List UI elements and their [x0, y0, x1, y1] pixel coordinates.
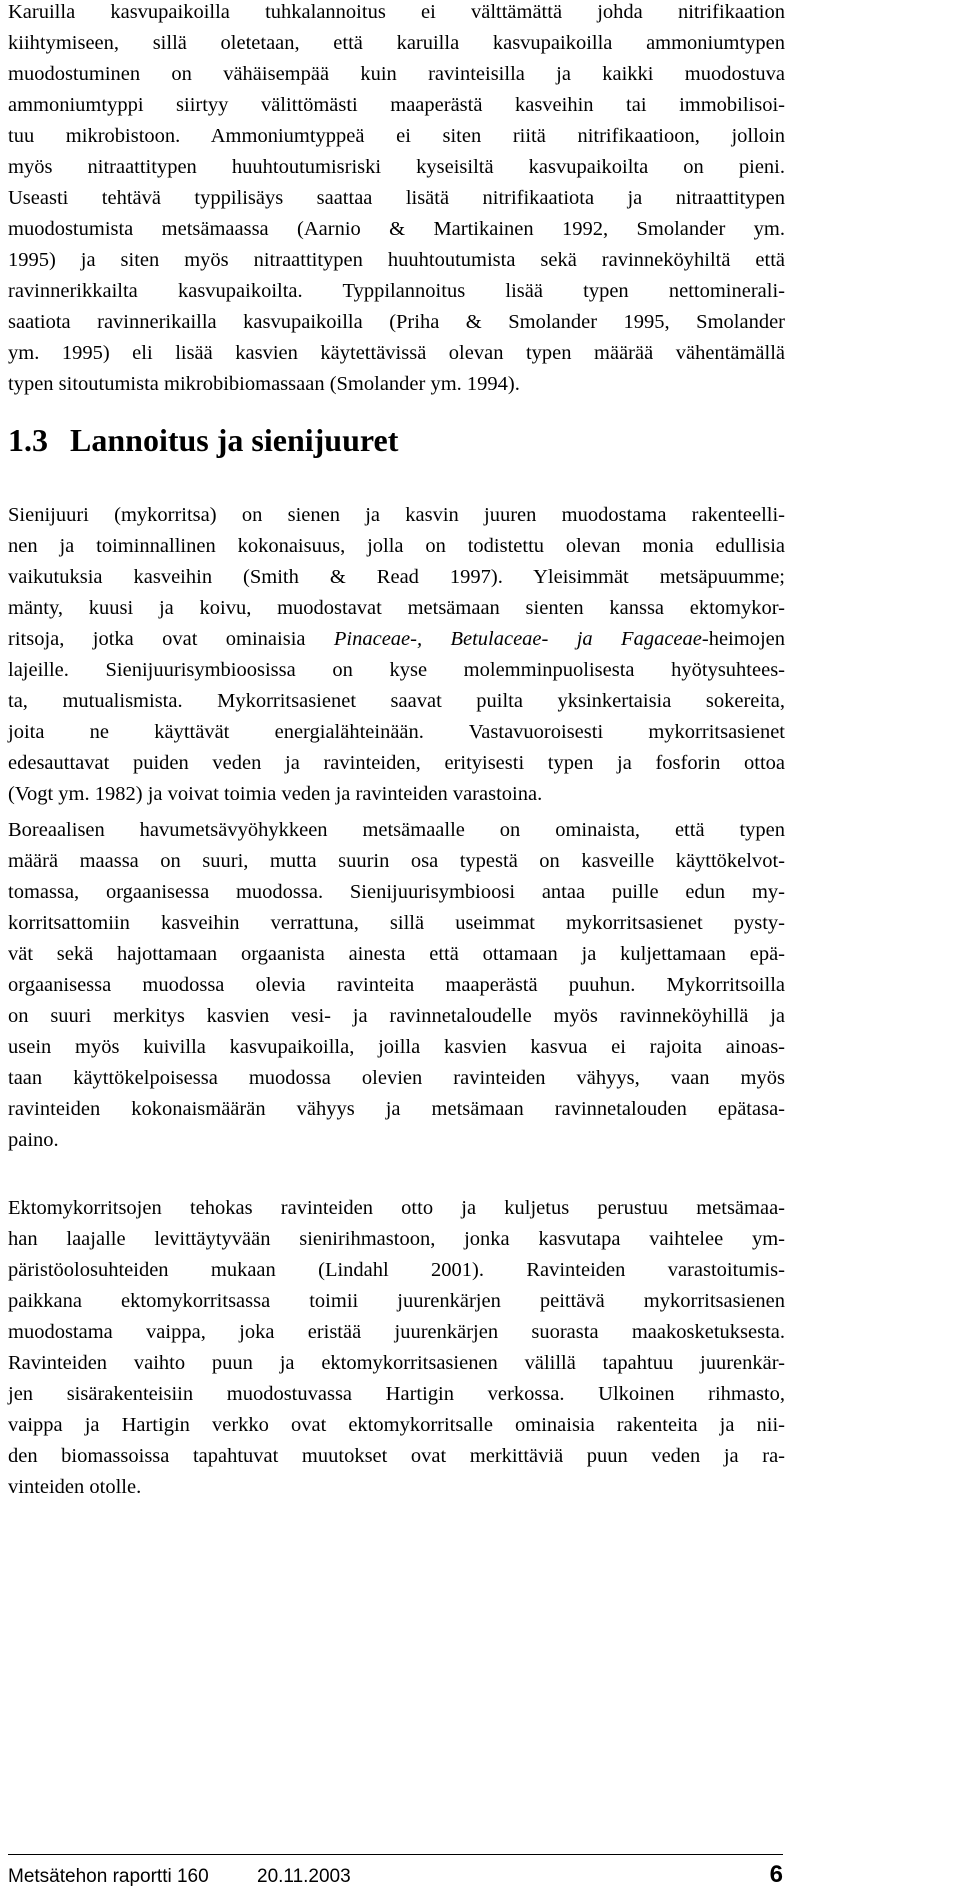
text-line: Karuilla kasvupaikoilla tuhkalannoitus ei välttämättä johda nitrifikaation	[8, 1, 785, 23]
text-line-with-taxa	[8, 624, 785, 655]
text-line: jen sisärakenteisiin muodostuvassa Hartigin verkossa. Ulkoinen rihmasto,	[8, 1383, 785, 1405]
text-line: muodostumista metsämaassa (Aarnio & Martikainen 1992, Smolander ym.	[8, 218, 785, 240]
text-line: on suuri merkitys kasvien vesi- ja ravinnetaloudelle myös ravinneköyhillä ja	[8, 1005, 785, 1027]
page-footer	[8, 1862, 783, 1892]
text-segment: ritsoja, jotka ovat ominaisia	[8, 628, 334, 650]
text-line: paino.	[8, 1129, 59, 1151]
paragraph-3	[8, 815, 785, 1156]
paragraph-4	[8, 1193, 785, 1503]
text-line: Boreaalisen havumetsävyöhykkeen metsämaalle on ominaista, että typen	[8, 819, 785, 841]
text-line: määrä maassa on suuri, mutta suurin osa typestä on kasveille käyttökelvot-	[8, 850, 785, 872]
text-line: tuu mikrobistoon. Ammoniumtyppeä ei siten riitä nitrifikaatioon, jolloin	[8, 125, 785, 147]
text-line: mänty, kuusi ja koivu, muodostavat metsämaan sienten kanssa ektomykor-	[8, 597, 785, 619]
text-line: joita ne käyttävät energialähteinään. Vastavuoroisesti mykorritsasienet	[8, 721, 785, 743]
page-number: 6	[769, 1861, 783, 1888]
text-line: päristöolosuhteiden mukaan (Lindahl 2001). Ravinteiden varastoitumis-	[8, 1259, 785, 1281]
footer-publication: Metsätehon raportti 160	[8, 1866, 209, 1887]
text-line: Useasti tehtävä typpilisäys saattaa lisätä nitrifikaatiota ja nitraattitypen	[8, 187, 785, 209]
text-line: Ektomykorritsojen tehokas ravinteiden otto ja kuljetus perustuu metsämaa-	[8, 1197, 785, 1219]
taxa-italic: Pinaceae-, Betulaceae- ja Fagaceae	[333, 628, 702, 650]
section-heading	[8, 420, 398, 460]
text-line: myös nitraattitypen huuhtoutumisriski kyseisiltä kasvupaikoilta on pieni.	[8, 156, 785, 178]
section-number: 1.3	[8, 422, 48, 458]
text-line: ammoniumtyppi siirtyy välittömästi maaperästä kasveihin tai immobilisoi-	[8, 94, 785, 116]
text-line: muodostuminen on vähäisempää kuin ravinteisilla ja kaikki muodostuva	[8, 63, 785, 85]
text-line: edesauttavat puiden veden ja ravinteiden, erityisesti typen ja fosforin ottoa	[8, 752, 785, 774]
text-line: ta, mutualismista. Mykorritsasienet saavat puilta yksinkertaisia sokereita,	[8, 690, 785, 712]
text-segment: -heimojen	[701, 628, 785, 650]
text-line: taan käyttökelpoisessa muodossa olevien ravinteiden vähyys, vaan myös	[8, 1067, 785, 1089]
footer-date: 20.11.2003	[257, 1866, 351, 1887]
text-line: muodostama vaippa, joka eristää juurenkärjen suorasta maakosketuksesta.	[8, 1321, 785, 1343]
text-line: paikkana ektomykorritsassa toimii juurenkärjen peittävä mykorritsasienen	[8, 1290, 785, 1312]
footer-divider	[8, 1854, 783, 1855]
text-line: vinteiden otolle.	[8, 1476, 142, 1498]
text-line: kiihtymiseen, sillä oletetaan, että karuilla kasvupaikoilla ammoniumtypen	[8, 32, 785, 54]
text-line: orgaanisessa muodossa olevia ravinteita maaperästä puuhun. Mykorritsoilla	[8, 974, 785, 996]
text-line: korritsattomiin kasveihin verrattuna, sillä useimmat mykorritsasienet pysty-	[8, 912, 785, 934]
text-line: nen ja toiminnallinen kokonaisuus, jolla on todistettu olevan monia edullisia	[8, 535, 785, 557]
text-line: 1995) ja siten myös nitraattitypen huuhtoutumista sekä ravinneköyhiltä että	[8, 249, 785, 271]
text-line: Sienijuuri (mykorritsa) on sienen ja kasvin juuren muodostama rakenteelli-	[8, 504, 785, 526]
text-line: usein myös kuivilla kasvupaikoilla, joilla kasvien kasvua ei rajoita ainoas-	[8, 1036, 785, 1058]
text-line: vaippa ja Hartigin verkko ovat ektomykorritsalle ominaisia rakenteita ja nii-	[8, 1414, 785, 1436]
text-line: tomassa, orgaanisessa muodossa. Sienijuurisymbioosi antaa puille edun my-	[8, 881, 785, 903]
paragraph-2	[8, 500, 785, 810]
text-line: ravinteiden kokonaismäärän vähyys ja metsämaan ravinnetalouden epätasa-	[8, 1098, 785, 1120]
text-line: ravinnerikkailta kasvupaikoilta. Typpilannoitus lisää typen nettominerali-	[8, 280, 785, 302]
text-line: den biomassoissa tapahtuvat muutokset ovat merkittäviä puun veden ja ra-	[8, 1445, 785, 1467]
text-line: vaikutuksia kasveihin (Smith & Read 1997). Yleisimmät metsäpuumme;	[8, 566, 785, 588]
text-line: han laajalle levittäytyvään sienirihmastoon, jonka kasvutapa vaihtelee ym-	[8, 1228, 785, 1250]
text-line: vät sekä hajottamaan orgaanista ainesta että ottamaan ja kuljettamaan epä-	[8, 943, 785, 965]
text-line: Ravinteiden vaihto puun ja ektomykorritsasienen välillä tapahtuu juurenkär-	[8, 1352, 785, 1374]
paragraph-1	[8, 0, 785, 400]
text-line: (Vogt ym. 1982) ja voivat toimia veden ja ravinteiden varastoina.	[8, 783, 543, 805]
text-line: ym. 1995) eli lisää kasvien käytettävissä olevan typen määrää vähentämällä	[8, 342, 785, 364]
text-line: saatiota ravinnerikailla kasvupaikoilla (Priha & Smolander 1995, Smolander	[8, 311, 785, 333]
text-line: lajeille. Sienijuurisymbioosissa on kyse molemminpuolisesta hyötysuhtees-	[8, 659, 785, 681]
section-title: Lannoitus ja sienijuuret	[70, 422, 399, 458]
text-line: typen sitoutumista mikrobibiomassaan (Smolander ym. 1994).	[8, 373, 520, 395]
